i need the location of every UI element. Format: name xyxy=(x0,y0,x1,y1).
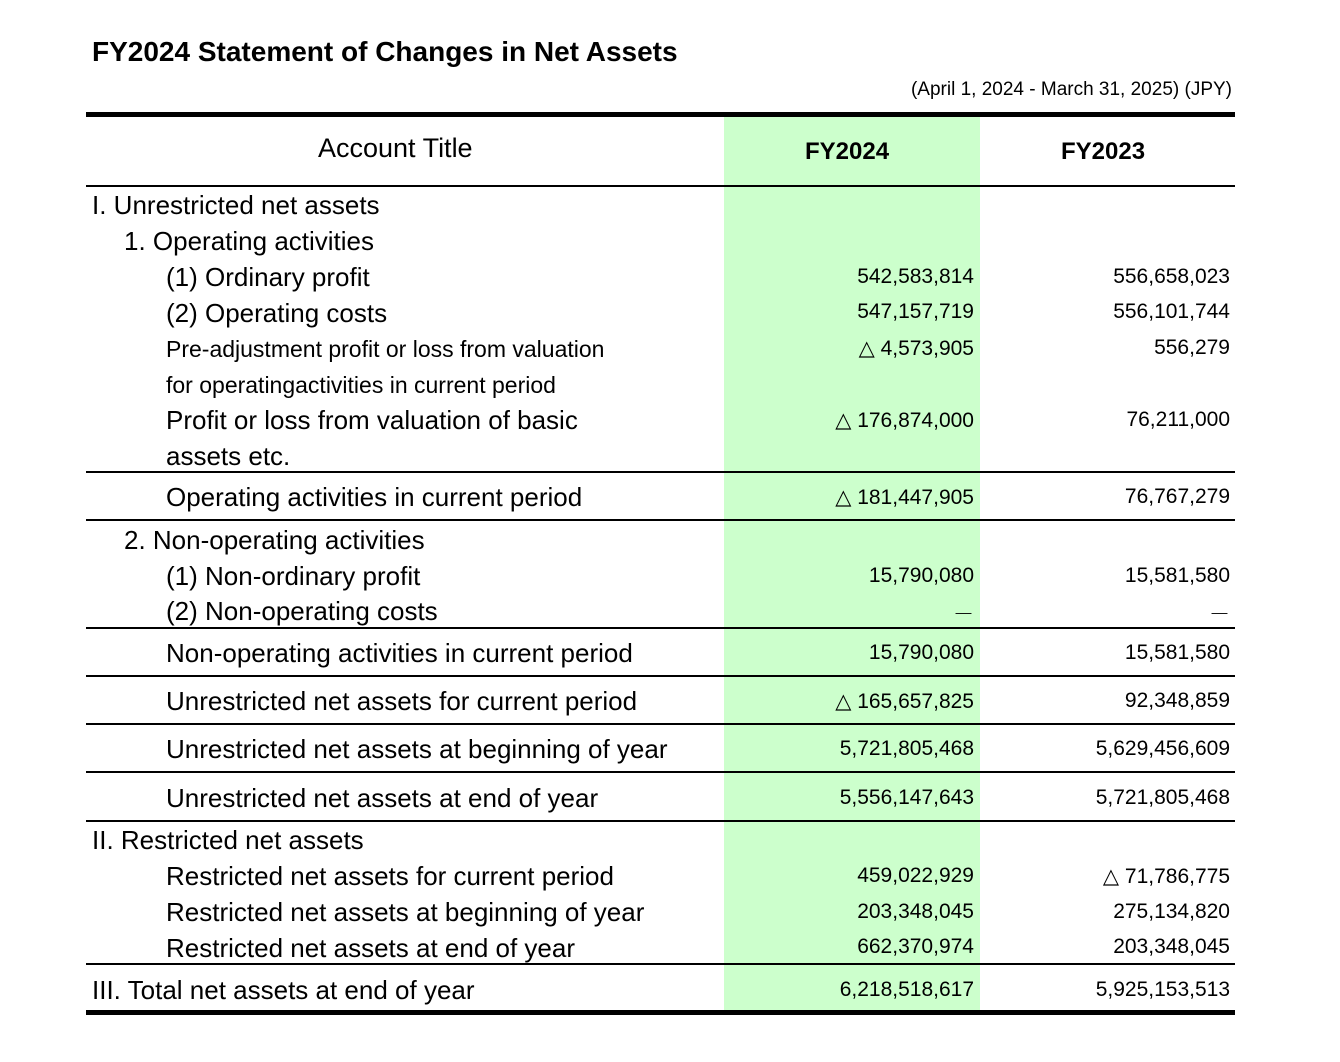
fy2023-value: 556,279 xyxy=(1154,336,1230,359)
fy2023-value: 15,581,580 xyxy=(1124,641,1230,664)
table-top-rule xyxy=(86,112,1235,117)
fy2024-value: 15,790,080 xyxy=(868,641,974,664)
row-label: (1) Ordinary profit xyxy=(166,262,370,292)
fy2024-value: △ 4,573,905 xyxy=(858,337,974,360)
row-rule xyxy=(86,519,1235,521)
row-label: Pre-adjustment profit or loss from valuation xyxy=(166,336,605,362)
row-label: Unrestricted net assets for current period xyxy=(166,686,638,716)
fy2024-value: △ 181,447,905 xyxy=(835,486,974,509)
header-account-title: Account Title xyxy=(318,133,473,163)
header-fy2023: FY2023 xyxy=(1061,138,1146,165)
row-label: Operating activities in current period xyxy=(166,482,583,512)
row-label: (2) Non-operating costs xyxy=(166,596,438,626)
row-label: (2) Operating costs xyxy=(166,298,388,328)
fy2023-value: 5,925,153,513 xyxy=(1095,978,1230,1001)
fy2023-value: 203,348,045 xyxy=(1113,935,1230,958)
period-note: (April 1, 2024 - March 31, 2025) (JPY) xyxy=(910,79,1232,100)
table-bottom-rule xyxy=(86,1010,1235,1015)
header-fy2024: FY2024 xyxy=(805,138,890,165)
fy2024-value: 203,348,045 xyxy=(857,900,974,923)
fy2023-value: － xyxy=(1209,603,1230,626)
row-label: Non-operating activities in current period xyxy=(166,638,633,668)
fy2024-value: 662,370,974 xyxy=(857,935,974,958)
row-label: Profit or loss from valuation of basic xyxy=(166,405,578,435)
header-bottom-rule xyxy=(86,185,1235,187)
row-label: assets etc. xyxy=(166,441,291,471)
fy2023-value: 92,348,859 xyxy=(1124,689,1230,712)
row-label: Unrestricted net assets at beginning of year xyxy=(166,734,668,764)
fy2024-value: 5,721,805,468 xyxy=(839,737,974,760)
row-rule xyxy=(86,627,1235,629)
fy2024-value: 15,790,080 xyxy=(868,564,974,587)
row-rule xyxy=(86,675,1235,677)
fy2023-value: 15,581,580 xyxy=(1124,564,1230,587)
row-label: for operatingactivities in current period xyxy=(166,372,556,398)
fy2024-value: 6,218,518,617 xyxy=(839,978,974,1001)
fy2024-value: － xyxy=(953,603,974,626)
row-rule xyxy=(86,723,1235,725)
row-label: Restricted net assets for current period xyxy=(166,861,614,891)
fy2023-value: 275,134,820 xyxy=(1113,900,1230,923)
row-label: Restricted net assets at end of year xyxy=(166,933,575,963)
fy2024-value: 459,022,929 xyxy=(857,864,974,887)
fy2024-value: △ 176,874,000 xyxy=(835,409,974,432)
fy2023-value: 76,767,279 xyxy=(1124,485,1230,508)
row-rule xyxy=(86,771,1235,773)
row-label: 1. Operating activities xyxy=(124,226,375,256)
row-label: III. Total net assets at end of year xyxy=(92,975,475,1005)
fy2023-value: △ 71,786,775 xyxy=(1102,865,1230,888)
fy2024-value: 5,556,147,643 xyxy=(839,786,974,809)
fy2023-value: 5,721,805,468 xyxy=(1095,786,1230,809)
fy2023-value: 5,629,456,609 xyxy=(1095,737,1230,760)
fy2024-value: 547,157,719 xyxy=(857,300,974,323)
row-rule xyxy=(86,820,1235,822)
fy2023-value: 556,658,023 xyxy=(1113,265,1230,288)
fy2023-value: 556,101,744 xyxy=(1113,300,1230,323)
row-label: 2. Non-operating activities xyxy=(124,525,425,555)
row-label: Unrestricted net assets at end of year xyxy=(166,783,599,813)
row-label: (1) Non-ordinary profit xyxy=(166,561,421,591)
row-label: I. Unrestricted net assets xyxy=(92,190,380,220)
fy2023-value: 76,211,000 xyxy=(1126,408,1230,431)
row-label: II. Restricted net assets xyxy=(92,825,364,855)
fy2024-value: 542,583,814 xyxy=(857,265,974,288)
fy2024-value: △ 165,657,825 xyxy=(835,690,974,713)
row-label: Restricted net assets at beginning of year xyxy=(166,897,645,927)
page-title: FY2024 Statement of Changes in Net Assets xyxy=(92,36,678,67)
